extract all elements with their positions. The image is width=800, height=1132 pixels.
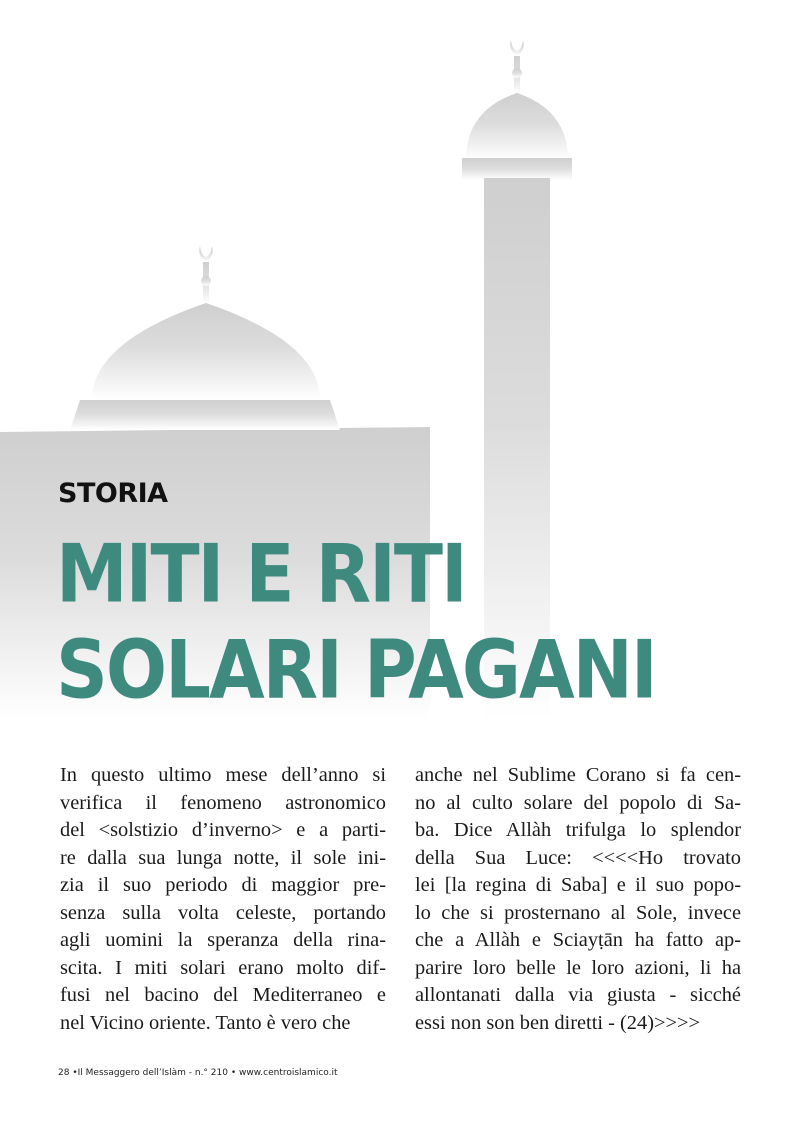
text-line: anche nel Sublime Corano si fa cen- [415, 764, 741, 786]
page-footer: 28 •Il Messaggero dell’Islàm - n.° 210 • www.centroislamico.it [58, 1068, 338, 1078]
article-title-line-1: MITI E RITI [56, 526, 466, 621]
text-line: nel Vicino oriente. Tanto è vero che [60, 1011, 351, 1034]
text-line: scita. I miti solari erano molto dif- [60, 956, 386, 979]
text-line: lo che si prosternano al Sole, invece [415, 901, 741, 924]
text-line: senza sulla volta celeste, portando [60, 901, 386, 924]
text-line: allontanati dalla via giusta - sicché [415, 984, 741, 1006]
section-label: STORIA [58, 478, 168, 509]
text-line: fusi nel bacino del Mediterraneo e [60, 984, 386, 1006]
text-line: del <solstizio d’inverno> e a parti- [60, 819, 386, 841]
text-line: In questo ultimo mese dell’anno si [60, 764, 386, 786]
text-line: re dalla sua lunga notte, il sole ini- [60, 846, 386, 869]
article-title-line-2: SOLARI PAGANI [56, 622, 656, 717]
article-column-1 [60, 762, 386, 1037]
text-line: no al culto solare del popolo di Sa- [415, 791, 741, 814]
text-line: zia il suo periodo di maggior pre- [60, 874, 386, 896]
text-line: agli uomini la speranza della rina- [60, 929, 386, 951]
text-line: verifica il fenomeno astronomico [60, 791, 386, 814]
article-column-2 [415, 762, 741, 1037]
text-line: della Sua Luce: <<<<Ho trovato [415, 846, 741, 869]
text-line: essi non son ben diretti - (24)>>>> [415, 1011, 700, 1034]
text-line: ba. Dice Allàh trifulga lo splendor [415, 819, 741, 841]
text-line: che a Allàh e Sciayṭān ha fatto ap- [415, 929, 741, 951]
text-line: lei [la regina di Saba] e il suo popo- [415, 874, 741, 896]
text-line: parire loro belle le loro azioni, li ha [415, 956, 741, 979]
